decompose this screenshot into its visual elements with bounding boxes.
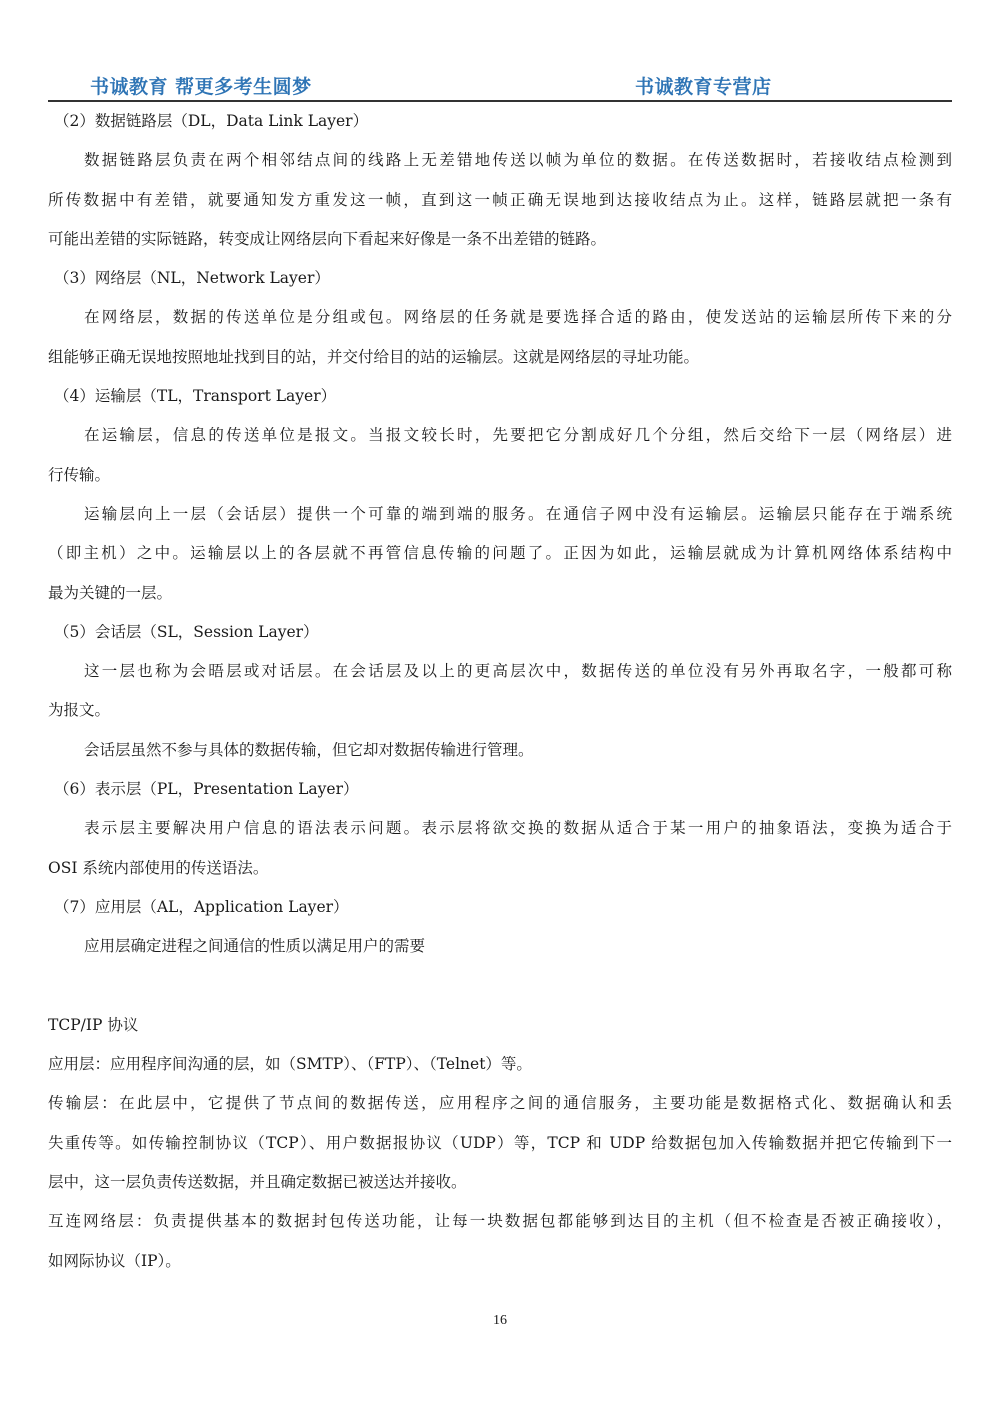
text-line: 这一层也称为会晤层或对话层。在会话层及以上的更高层次中，数据传送的单位没有另外再取名字，一般都可称 [84,662,952,681]
page-number: 16 [493,1313,507,1328]
text-line: 层中，这一层负责传送数据，并且确定数据已被送达并接收。 [48,1173,467,1192]
text-line: 可能出差错的实际链路，转变成让网络层向下看起来好像是一条不出差错的链路。 [48,229,607,248]
text-line: 应用层：应用程序间沟通的层，如（SMTP）、（FTP）、（Telnet）等。 [48,1055,532,1074]
document-body [48,102,952,1281]
text-line: 运输层向上一层（会话层）提供一个可靠的端到端的服务。在通信子网中没有运输层。运输层只能存在于端系统 [84,504,952,523]
text-line: 行传输。 [48,465,111,484]
text-line: 所传数据中有差错，就要通知发方重发这一帧，直到这一帧正确无误地到达接收结点为止。这样，链路层就把一条有 [48,190,952,209]
text-line: （即主机）之中。运输层以上的各层就不再管信息传输的问题了。正因为如此，运输层就成为计算机网络体系结构中 [48,544,952,563]
page-header [48,72,952,102]
text-line: 在运输层，信息的传送单位是报文。当报文较长时，先要把它分割成好几个分组，然后交给下一层（网络层）进 [84,426,952,445]
section-heading: （4）运输层（TL，Transport Layer） [54,387,337,406]
text-line: 应用层确定进程之间通信的性质以满足用户的需要 [84,937,426,956]
text-line: 如网际协议（IP）。 [48,1251,181,1270]
text-line: 失重传等。如传输控制协议（TCP）、用户数据报协议（UDP）等，TCP 和 UDP 给数据包加入传输数据并把它传输到下一 [48,1133,952,1152]
section-heading: （7）应用层（AL，Application Layer） [54,897,349,916]
text-line: 数据链路层负责在两个相邻结点间的线路上无差错地传送以帧为单位的数据。在传送数据时，若接收结点检测到 [84,151,952,170]
section-heading: （5）会话层（SL，Session Layer） [54,622,319,641]
section-heading: （3）网络层（NL，Network Layer） [54,269,330,288]
text-line: 为报文。 [48,701,111,720]
text-line: 传输层：在此层中，它提供了节点间的数据传送，应用程序之间的通信服务，主要功能是数据格式化、数据确认和丢 [48,1094,952,1113]
section-heading: （2）数据链路层（DL，Data Link Layer） [54,112,369,130]
text-line: 表示层主要解决用户信息的语法表示问题。表示层将欲交换的数据从适合于某一用户的抽象语法，变换为适合于 [84,819,952,838]
header-store-name: 书诚教育专营店 [635,76,772,98]
text-line: OSI 系统内部使用的传送语法。 [48,858,269,877]
blank-line [48,967,952,1006]
text-line: 在网络层，数据的传送单位是分组或包。网络层的任务就是要选择合适的路由，使发送站的运输层所传下来的分 [84,308,952,327]
section-heading: （6）表示层（PL，Presentation Layer） [54,780,359,799]
text-line: 最为关键的一层。 [48,583,173,602]
header-slogan: 书诚教育 帮更多考生圆梦 [90,76,312,98]
text-line: 会话层虽然不参与具体的数据传输，但它却对数据传输进行管理。 [84,740,534,759]
text-line: TCP/IP 协议 [48,1015,139,1034]
text-line: 组能够正确无误地按照地址找到目的站，并交付给目的站的运输层。这就是网络层的寻址功能。 [48,347,700,366]
text-line: 互连网络层：负责提供基本的数据封包传送功能，让每一块数据包都能够到达目的主机（但不检查是否被正确接收）， [48,1212,952,1231]
